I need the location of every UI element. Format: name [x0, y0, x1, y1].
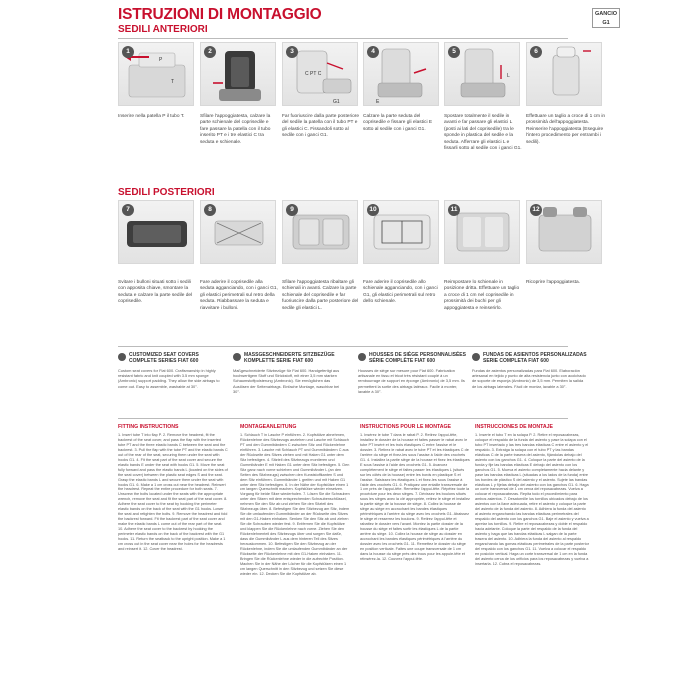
description-body: Housses de siège sur mesure pour Fiat 600. Fabrication artisanale en tissu et tricot très résistant couplé à un rembourrage de support en éponge (Ambronic) de 3,5 mm. Ils permettent la sortie des airbags latéraux. Facile à monter, lavable à 30°.: [358, 368, 465, 394]
step-number-10: 10: [367, 204, 379, 216]
step-panel-3: [282, 42, 358, 106]
section-title-rear-seats: SEDILI POSTERIORI: [118, 187, 215, 198]
hook-badge: [592, 8, 620, 28]
flag-icon: [233, 353, 241, 361]
label-p: P: [159, 57, 163, 63]
step-panel-10: [363, 200, 439, 264]
description-title: HOUSSES DE SIÈGE PERSONNALISÉES SÉRIE COMPLÈTE FIAT 600: [369, 352, 466, 364]
instructions-body: 1. Insérez le tube T dans le rabat P. 2. Retirez l'appui-tête, installez le dossier de la housse et faites passer le rabat avec le tube PT inséré et les trois élastiques C entre l'assise et le dossier. 3. Retirez le rabat avec le tube PT et les élastiques C de l'arrière du siège et fixez-les sous l'assise à l'aide des crochets G1. 4. Installez la partie siège de la housse et fixez les élastiques E sous l'assise à l'aide des crochets G1. 5. Avancez complètement le siège et faites passer les élastiques L (situés sur les côtés de la housse) entre les bords en plastique S et l'assise. Saisissez les élastiques L et fixez-les sous l'assise à l'aide des crochets G1. 6. Pratiquez une entaille transversale de 1 cm près de l'appui-tête. Remettez l'appui-tête. Répétez toute la procédure pour les deux sièges. 7. Dévissez les boulons situés sous les sièges avec la clé appropriée, retirez le siège et installez la partie siège de la housse de siège. 8. Collez la housse de siège au siège en accrochant les bandes élastiques périmétriques à l'arrière du siège avec les crochets G1. Abaissez le siège et resserrez les boulons. 9. Retirez l'appui-tête et rabattez le dossier vers l'avant. Montez la partie dossier de la housse du siège et faites sortir les élastiques L de la partie arrière du siège. 10. Collez la housse de siège au dossier en accrochant les bandes élastiques périmétriques à l'arrière du dossier avec les crochets G1. 11. Remettez le dossier du siège en position verticale. Faites une coupe transversale de 1 cm dans la housse du siège près des trous pour les appuie-tête et réinsérez-la. 12. Couvrez l'appui-tête.: [360, 433, 470, 561]
step-caption-6: Effettuare un taglio a croce di 1 cm in prossimità dell'appoggiatesta. Reinserire l'appoggiatesta (Eseguire l'intero procedimento per entrambi i sedili).: [526, 114, 606, 145]
step-number-5: 5: [448, 46, 460, 58]
step-panel-8: [200, 200, 276, 264]
description-body: Fundas de asientos personalizadas para Fiat 600. Elaboración artesanal en tejido y punto de alta resistencia junto con acolchado de soporte de esponja (Ambronic) de 3,5 mm. Permiten la salida de los airbags laterales. Fácil de montar, lavable a 30°.: [472, 368, 586, 389]
divider: [118, 346, 568, 347]
description-title: MASSGESCHNEIDERTE SITZBEZÜGE KOMPLETTE SERIE FIAT 600: [244, 352, 335, 364]
step-panel-9: [282, 200, 358, 264]
section-title-front-seats: SEDILI ANTERIORI: [118, 24, 208, 35]
label-e: E: [376, 99, 380, 105]
instructions-title: FITTING INSTRUCTIONS: [118, 424, 179, 430]
label-cptc: C PT C: [305, 71, 322, 77]
description-body: Maßgeschneiderte Sitzbezüge für Fiat 600. Handgefertigt aus hochwertigem Stoff und Strickstoff, mit einer 3,5 mm starken Schaumstoffpolsterung (Ambronic). Sie ermöglichen das Auslösen der Seitenairbags. Einfache Montage, waschbar bei 30°.: [233, 368, 340, 394]
page-title: ISTRUZIONI DI MONTAGGIO: [118, 6, 322, 23]
step-caption-11: Reimpostare lo schienale in posizione dritta. Effettuare un taglio a croce di 1 cm nel coprisedile in prossimità dei buchi per gli appoggiatesta e reinserirlo.: [444, 280, 520, 311]
step-panel-1: [118, 42, 194, 106]
product-description-en: [118, 352, 226, 389]
flag-icon: [358, 353, 366, 361]
instructions-title: INSTRUCTIONS POUR LE MONTAGE: [360, 424, 451, 430]
step-panel-4: [363, 42, 439, 106]
step-panel-2: [200, 42, 276, 106]
step-caption-3: Far fuoriuscire dalla parte posteriore del sedile la patella con il tubo PT e gli elastici C. Fissandoli sotto al sedile con i ganci G1.: [282, 114, 360, 139]
step-caption-12: Ricoprire l'appoggiatesta.: [526, 280, 580, 285]
step-panel-7: [118, 200, 194, 264]
label-g1: G1: [333, 99, 340, 105]
step-panel-6: [526, 42, 602, 106]
instructions-body: 1. Inserte el tubo T en la solapa P. 2. Retire el reposacabezas, coloque el respaldo de la funda del asiento y pase la solapa con el tubo PT insertado y las tres bandas elásticas C entre el asiento y el respaldo. 3. Extraiga la solapa con el tubo PT y las bandas elásticas C de la parte trasera del asiento, fijándolas debajo del asiento con los ganchos G1. 4. Coloque la parte del asiento de la funda y fije las bandas elásticas E debajo del asiento con los ganchos G1. 5. Mueva el asiento completamente hacia delante y pase las bandas elásticas L (situadas a los lados de la funda) entre los bordes de plástico S del asiento y el asiento. Sujete las bandas elásticas L y fíjelas debajo del asiento con los ganchos G1. 6. Haga un corte transversal de 1 cm cerca del reposacabezas. Vuelva a colocar el reposacabezas. Repita todo el procedimiento para ambos asientos. 7. Desatornille los tornillos ubicados debajo de los asientos con la llave adecuada, retire el asiento y coloque la parte del asiento de la funda del asiento. 8. Adhiera la funda del asiento al asiento enganchando las bandas elásticas perimetrales del respaldo del asiento con los ganchos G1. Baje el asiento y vuelva a apretar los tornillos. 9. Retire el reposacabezas y doble el respaldo hacia adelante. Coloque la parte del respaldo de la funda del asiento y haga que las bandas elásticas L salgan de la parte trasera del asiento. 10. Adhiera la funda del asiento al respaldo enganchando las gomas elásticas perimetrales de la parte posterior del respaldo con los ganchos G1. 11. Vuelva a colocar el respaldo en posición vertical. Haga un corte transversal de 1 cm en la funda del asiento cerca de los orificios para los reposacabezas y vuelva a insertarla. 12. Cubra el reposacabezas.: [475, 433, 589, 566]
step-panel-11: [444, 200, 520, 264]
product-description-es: [472, 352, 588, 389]
step-number-12: 12: [530, 204, 542, 216]
step-caption-10: Fare aderire il coprisedile allo schienale agganciando, con i ganci G1, gli elastici perimetrali sul retro dello schienale.: [363, 280, 438, 305]
flag-icon: [472, 353, 480, 361]
step-number-1: 1: [122, 46, 134, 58]
divider: [118, 38, 568, 39]
step-panel-12: [526, 200, 602, 264]
step-number-3: 3: [286, 46, 298, 58]
instructions-body: 1. Schlauch T in Lasche P einführen. 2. Kopfstütze abnehmen, Rückenlehne des Sitzbezugs anziehen und Lasche mit Schlauch PT und den Gummibändern C zwischen Sitz und Rückenlehne einführen. 3. Lasche mit Schlauch PT und Gummibändern C aus der Rückseite des Sitzes ziehen und mit Haken G1 unter dem Sitz befestigen. 4. Sitzteil des Sitzbezugs montieren und Gummibänder E mit Haken G1 unter dem Sitz befestigen. 5. Den Sitz ganz nach vorne schieben und Gummibänder L (an den Seiten des Sitzbezugs) zwischen den Kunststoffkanten S und dem Sitz einführen. Gummibänder L greifen und mit Haken G1 unter dem Sitz befestigen. 6. In der Nähe der Kopfstütze einen 1 cm langen Querschnitt machen. Kopfstütze wieder einsetzen. Vorgang für beide Sitze wiederholen. 7. Lösen Sie die Schrauben unter den Sitzen mit dem entsprechenden Schraubenschlüssel, nehmen Sie den Sitz ab und ziehen Sie den Sitzteil des Sitzbezugs über. 8. Befestigen Sie den Sitzbezug am Sitz, indem Sie die umlaufenden Gummibänder an der Rückseite des Sitzes mit den G1-Haken einhaken. Senken Sie den Sitz ab und ziehen Sie die Schrauben wieder fest. 9. Entfernen Sie die Kopfstütze und klappen Sie die Rückenlehne nach vorne. Ziehen Sie den Rückenlehnenteil des Sitzbezugs über und sorgen Sie dafür, dass die Gummibänder L aus dem hinteren Teil des Sitzes herauskommen. 10. Befestigen Sie den Sitzbezug an der Rückenlehne, indem Sie die umlaufenden Gummibänder an der Rückseite der Rückenlehne mit den G1-Haken einhaken. 11. Bringen Sie die Rückenlehne wieder in die aufrechte Position. Machen Sie in der Nähe der Löcher für die Kopfstützen einen 1 cm langen Querschnitt in den Sitzbezug und setzen Sie diese wieder ein. 12. Decken Sie die Kopfstütze ab.: [240, 433, 350, 576]
step-number-8: 8: [204, 204, 216, 216]
step-caption-7: Svitare i bulloni situati sotto i sedili con apposita chiave, smontare la seduta e calzare la parte sedile del coprisedile.: [118, 280, 193, 305]
product-description-de: [233, 352, 341, 394]
instructions-en: [118, 424, 228, 552]
instructions-es: [475, 424, 589, 567]
step-panel-5: [444, 42, 520, 106]
description-title: CUSTOMIZED SEAT COVERS COMPLETE SERIES FIAT 600: [129, 352, 199, 364]
instructions-title: INSTRUCCIONES DE MONTAJE: [475, 424, 554, 430]
instructions-body: 1. Insert tube T into flap P. 2. Remove the headrest, fit the backrest of the seat cover, and pass the flap with the inserted tube PT and the three elastic bands C between the seat and the backrest. 3. Pull the flap with the tube PT and the elastic bands C out of the rear of the seat, securing them under the seat with hooks G1. 4. Fit the seat part of the seat cover and secure the elastic bands E under the seat with hooks G1. 5. Move the seat fully forward and pass the elastic bands L (located on the sides of the seat cover) between the plastic seat edges S and the seat. Grasp the elastic bands L and secure them under the seat with hooks G1. 6. Make a 1 cm cross cut near the headrest. Reinsert the headrest. Repeat the entire procedure for both seats. 7. Unscrew the bolts located under the seats with the appropriate wrench, remove the seat and fit the seat part of the seat cover. 8. Adhere the seat cover to the seat by hooking the perimeter elastic bands on the back of the seat with the G1 hooks. Lower the seat and retighten the bolts. 9. Remove the headrest and fold the backrest forward. Fit the backrest part of the seat cover and make the elastic bands L come out of the rear part of the seat. 10. Adhere the seat cover to the backrest by hooking the perimeter elastic bands on the back of the backrest with the G1 hooks. 11. Return the seatback to the upright position. Make a 1 cm cross cut in the seat cover near the holes for the headrests and reinsert it. 12. Cover the headrest.: [118, 433, 228, 551]
step-number-7: 7: [122, 204, 134, 216]
label-l: L: [507, 73, 510, 79]
step-number-9: 9: [286, 204, 298, 216]
hook-badge-label: GANCIO: [595, 11, 617, 17]
instructions-de: [240, 424, 350, 577]
step-caption-8: Fare aderire il coprisedile alla seduta agganciando, con i ganci G1, gli elastici perimetrali sul retro della seduta. Riabbassare la seduta e riavvitare i bulloni.: [200, 280, 278, 311]
product-description-fr: [358, 352, 466, 394]
step-caption-5: Spostare totalmente il sedile in avanti e far passare gli elastici L (posti ai lati del coprisedile) tra le sponde in plastica del sedile e la seduta. Afferrare gli elastici L e fissarli sotto al sedile con i ganci G1.: [444, 114, 522, 152]
hook-badge-code: G1: [602, 20, 610, 26]
description-title: FUNDAS DE ASIENTOS PERSONALIZADAS SERIE COMPLETA FIAT 600: [483, 352, 587, 364]
flag-icon: [118, 353, 126, 361]
step-caption-9: Sfilare l'appoggiatesta ribaltare gli schienali in avanti. Calzare la parte schienale del coprisedile e far fuoriuscire dalla parte posteriore del sedile gli elastici L.: [282, 280, 359, 311]
divider: [118, 418, 568, 419]
step-caption-2: Sfilare l'appoggiatesta, calzare la parte schienale del coprisedile e fare passare la patella con il tubo inserito PT e i tre elastici C tra seduta e schienale.: [200, 114, 271, 145]
step-caption-4: Calzare la parte seduta del coprisedile e fissare gli elastici E sotto al sedile con i ganci G1.: [363, 114, 433, 132]
step-number-2: 2: [204, 46, 216, 58]
instructions-fr: [360, 424, 470, 562]
step-number-6: 6: [530, 46, 542, 58]
description-body: Custom seat covers for Fiat 600. Craftsmanship in highly resistant fabric and knit coupled with 3.5 mm sponge (Ambronic) support padding. They allow the side airbags to come out. Easy to assemble, washable at 30°.: [118, 368, 220, 389]
step-number-11: 11: [448, 204, 460, 216]
label-t: T: [171, 79, 175, 85]
step-caption-1: Inserire nella patella P il tubo T.: [118, 114, 185, 119]
step-number-4: 4: [367, 46, 379, 58]
instructions-title: MONTAGEANLEITUNG: [240, 424, 297, 430]
